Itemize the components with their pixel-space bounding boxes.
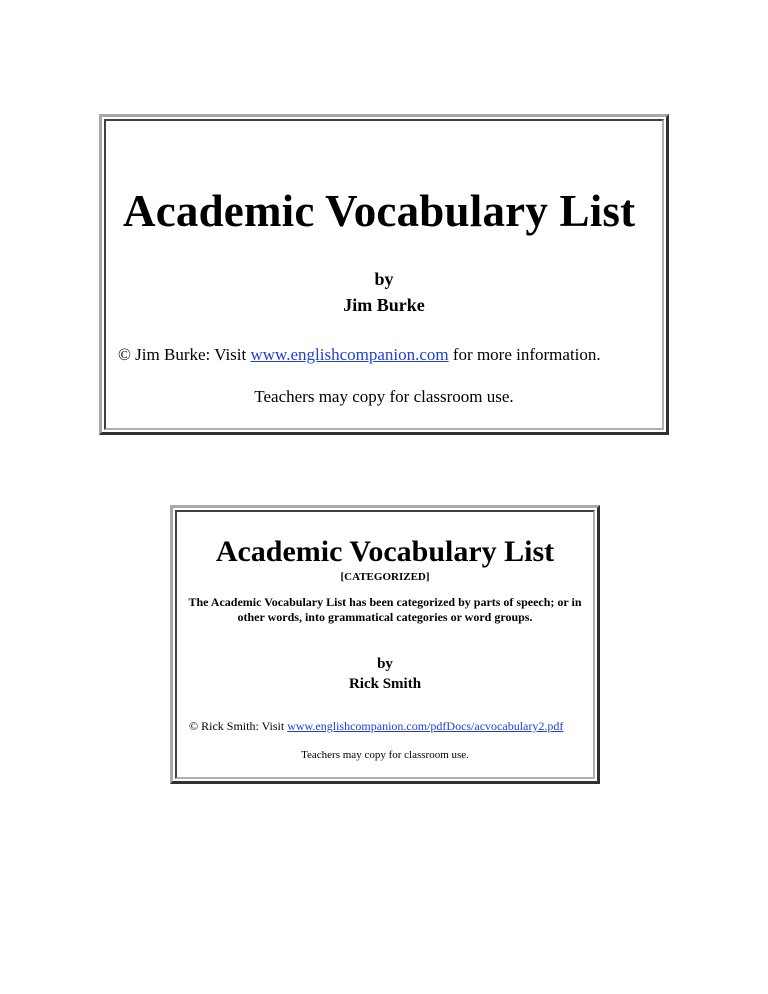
by-label: by <box>377 656 393 672</box>
copyright-prefix: © Rick Smith: Visit <box>189 719 288 733</box>
categorized-label: [CATEGORIZED] <box>340 571 430 583</box>
pdf-link[interactable]: www.englishcompanion.com/pdfDocs/acvocabulary2.pdf <box>287 719 564 733</box>
copyright-prefix: © Jim Burke: Visit <box>118 345 251 364</box>
copyright-suffix: for more information. <box>448 345 601 364</box>
secondary-title: Academic Vocabulary List <box>215 535 555 568</box>
by-label: by <box>374 269 394 289</box>
website-link[interactable]: www.englishcompanion.com <box>250 345 449 364</box>
title-box-rick-smith <box>170 505 600 784</box>
teachers-note: Teachers may copy for classroom use. <box>254 387 514 406</box>
teachers-note: Teachers may copy for classroom use. <box>301 749 469 761</box>
main-title: Academic Vocabulary List <box>123 186 636 236</box>
author-name: Jim Burke <box>343 295 425 315</box>
copyright-line <box>118 345 601 365</box>
copyright-line <box>189 719 563 734</box>
title-box-jim-burke <box>99 114 669 435</box>
description-text: The Academic Vocabulary List has been categorized by parts of speech; or in other words, into grammatical categories or word groups. <box>188 595 582 624</box>
author-name: Rick Smith <box>348 676 422 692</box>
